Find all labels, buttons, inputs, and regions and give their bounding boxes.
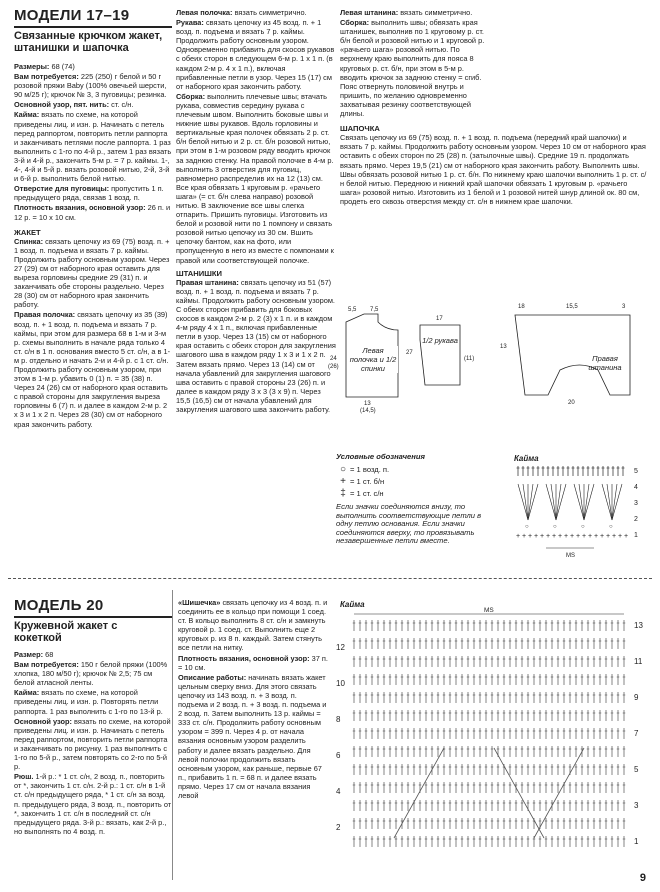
chart1-title: Кайма <box>514 454 539 463</box>
chart1-sc-mark: + <box>522 533 527 540</box>
chart1-row-label: 1 <box>634 532 638 539</box>
chart1-fan-stitch <box>602 484 612 520</box>
dim-6: 13 <box>364 401 371 407</box>
chart1-chain-mark: ○ <box>525 524 529 530</box>
chart1-fan-stitch <box>556 484 566 520</box>
buttonhole-text: пропустить 1 п. предыдущего ряда, связав 1 возд. п. <box>14 184 164 203</box>
chart1-row-label: 5 <box>634 468 638 475</box>
dim-14: 20 <box>568 400 575 406</box>
sizes-label: Размеры: <box>14 62 50 71</box>
chart1-chain-mark: ○ <box>581 524 585 530</box>
chart2-lace-diagonal <box>534 748 584 838</box>
assembly-text: выполнить плечевые швы; втачать рукава, совместив середину рукава с плечевым швом. Выполнить боковые швы и нижние швы рукавов. Вдоль горловины и вертикальные края полочек обвязать 2 р. ст. б/н белой нитью и 2 р. ст. б/н розовой нитью, при этом в 1-м розовом ряду вводить крючок за заднюю стенку. На правой полочке в 4-м р. выполнить 3 отверстия для пуговиц, равномерно распределив их на 12 (13) см. Все края обвязать 1 круговым р. «рачьего шага» (= ст. б/н слева направо) розовой нитью. В заключение все швы слегка отпарить. Пришить пуговицы. Изготовить из белой и розовой нити по 1 помпону и связать розовой нитью цепочку из 30 см. Вшить цепочку бантом, как на фото, или пропущенную в него из вместе с помпонами к правой или соответствующей полочке. <box>176 91 334 265</box>
right-front-label: Правая полочка: <box>14 310 76 320</box>
materials-text: 225 (250) г белой и 50 г розовой пряжи Baby (100% овечьей шерсти, 90 м/25 г); крючок № 3, 3 пуговицы; резинка. <box>14 72 167 100</box>
basic-stitch-text: ст. с/н. <box>111 100 134 110</box>
chart2-row-label-left: 12 <box>336 643 345 652</box>
dim-12: 3 <box>622 304 626 310</box>
legend-item-2: = 1 ст. б/н <box>350 476 385 486</box>
page-number: 9 <box>639 872 646 884</box>
edging-text-2: вязать по схеме, на которой приведены лиц. и изн. р. Повторять петли раппорта. 1 раз выполнить с 1-го по 13-й р. <box>14 688 163 716</box>
chart1-sc-mark: + <box>606 533 611 540</box>
dim-8: 17 <box>436 316 443 322</box>
dc-icon: ‡ <box>340 487 346 499</box>
gauge-text: 26 п. и 12 р. = 10 х 10 см. <box>14 203 171 222</box>
chart1-sc-mark: + <box>540 533 545 540</box>
legend <box>336 452 506 546</box>
chart1 <box>506 462 648 562</box>
hat-heading: ШАПОЧКА <box>340 124 380 134</box>
buttonhole-label: Отверстие для пуговицы: <box>14 184 110 194</box>
chart2-lace-diagonal <box>494 748 544 838</box>
chart1-ms-label: MS <box>566 553 575 559</box>
chart1-fan-stitch <box>551 484 556 520</box>
chart1-fan-stitch <box>556 484 561 520</box>
pants-label: Правая штанина <box>588 354 622 372</box>
chart1-chain-mark: ○ <box>609 524 613 530</box>
pants-assembly-label: Сборка: <box>340 18 370 28</box>
shishechka-label: «Шишечка» <box>178 598 221 607</box>
jacket-label-wrap: Левая полочка и 1/2 спинки <box>349 346 397 373</box>
model1-title: МОДЕЛИ 17–19 <box>14 7 130 24</box>
chart1-fan-stitch <box>574 484 584 520</box>
chart1-sc-mark: + <box>546 533 551 540</box>
chart1-sc-mark: + <box>516 533 521 540</box>
chart1-sc-mark: + <box>564 533 569 540</box>
legend-item-1: = 1 возд. п. <box>350 464 390 474</box>
sleeves-label: Рукава: <box>176 18 204 28</box>
column-divider <box>172 590 173 880</box>
chart1-sc-mark: + <box>600 533 605 540</box>
dim-13: 13 <box>500 344 507 350</box>
chart2-title: Кайма <box>340 600 365 609</box>
desc-text: начинать вязать жакет цельным сверху вниз. Для этого связать цепочку из 143 возд. п. + 3 возд. п. подъема и 2 возд. п. + 3 возд. п. подъема и 2 возд. п. Затем выполнить 13 р. каймы = 333 ст. с/н. Продолжить работу основным узором = 399 п. Через 4 р. от начала вязания основным узором разделить работу и далее вязать раздельно. Для левой полочки продолжить вязать основным узором, как раньше, первые 67 п., прибавить 1 п. = 68 п. и далее вязать прямо. Через 17 см от начала вязания левой <box>178 672 327 800</box>
chart1-fan-stitch <box>518 484 528 520</box>
right-leg-label: Правая штанина: <box>176 277 239 287</box>
model2-subtitle: Кружевной жакет с кокеткой <box>14 620 118 644</box>
basic-text-2: вязать по схеме, на которой приведены лиц. и изн. р. Начинать с петель перед раппортом, повторить петли раппорта и заканчивать по рисунку. 1 раз выполнить с 1-го по 5-й р., затем повторять со 2-го по 5-й р. <box>14 716 171 772</box>
chart2-row-label-left: 8 <box>336 715 341 724</box>
edging-text: вязать по схеме, на которой приведены лиц. и изн. р. Начинать с петель перед раппортом, повторить петли раппорта и заканчивать петлями после раппорта. 1 раз выполнить с 1-го по 4-й р., затем 1 раз вязать 3-й и 4-й р., закончить 5-м р. = 7 р. каймы. 1-, 4-, 4-й и 5-й р. вязать розовой нитью, 2-й, 3-й и 6-й р. выполнить белой нитью. <box>14 110 172 184</box>
sleeves-text: связать цепочку из 45 возд. п. + 1 возд. п. подъема и вязать 7 р. каймы. Продолжить работу основным узором. Одновременно прибавить для скосов рукавов с обеих сторон в следующем 6-м р. 1 х 1 п. (в каждом 2-м р. 4 х 1 п.), включая прибавленные петли в узор. Через 15 (17) см от наборного края закончить работу. <box>176 18 335 91</box>
chart2-row-label-right: 7 <box>634 729 639 738</box>
chart1-fan-stitch <box>612 484 617 520</box>
chart1-row-label: 3 <box>634 500 638 507</box>
chart1-sc-mark: + <box>582 533 587 540</box>
chart1-sc-mark: + <box>528 533 533 540</box>
legend-item-3: = 1 ст. с/н <box>350 488 384 498</box>
chart2-row-label-right: 5 <box>634 765 639 774</box>
chart1-sc-mark: + <box>576 533 581 540</box>
right-leg-text: связать цепочку из 51 (57) возд. п. + 1 возд. п. подъема и вязать 7 р. каймы. Продолжить работу основным узором. С обеих сторон прибавить для боковых скосов в каждом 2-м р. 2 (3) х 1 п. и в каждом 4-м ряду 4 х 1 п., включая прибавленные петли в узор. Через 13 (15) см от наборного края оставить с обеих сторон для закругления шагового шва в каждом ряду 1 х 3 и 1 х 2 п. Затем вязать прямо. Через 13 (14) см от начала убавлений для закругления шагового шва оставить с правой стороны 23 (26) п. и далее в каждом ряду 3 х 3 (3 х 9) п. Через 15,5 (16,5) см от начала убавлений для закругления шагового шва закончить работу. <box>176 277 336 415</box>
left-leg-label: Левая штанина: <box>340 8 399 17</box>
chart1-row-label: 2 <box>634 516 638 523</box>
sleeve-label: 1/2 рукава <box>422 336 458 345</box>
chart1-fan-stitch <box>528 484 538 520</box>
chart2-row-label-right: 3 <box>634 801 639 810</box>
gauge-label-2: Плотность вязания, основной узор: <box>178 653 310 663</box>
chart1-fan-stitch <box>528 484 533 520</box>
dim-9: (11) <box>464 356 475 362</box>
chart2-row-label-left: 6 <box>336 751 341 760</box>
materials-label-2: Вам потребуется: <box>14 660 79 670</box>
size-label-2: Размер: <box>14 650 44 659</box>
gauge-label: Плотность вязания, основной узор: <box>14 203 146 213</box>
desc-label: Описание работы: <box>178 672 247 682</box>
dim-5: 27 <box>406 350 413 356</box>
chart2-row-label-left: 2 <box>336 823 341 832</box>
chart1-sc-mark: + <box>594 533 599 540</box>
edging-label-2: Кайма: <box>14 688 40 698</box>
pants-assembly-text: выполнить швы; обвязать края штанишек, выполнив по 1 круговому р. ст. б/н белой и розовой нитью и 1 круговой р. «рачьего шага» розовой нитью. По верхнему краю выполнить для пояса 8 круговых р. ст. б/н, при этом в 5-м р. вводить крючок за заднюю стенку = сгиб. Пояс отвернуть половиной внутрь и пришить, по желанию одновременно захватывая резинку соответствующей длины. <box>340 18 485 119</box>
chart1-sc-mark: + <box>618 533 623 540</box>
chart1-fan-stitch <box>579 484 584 520</box>
basic-stitch-label: Основной узор, пят. нить: <box>14 100 110 110</box>
back-label: Спинка: <box>14 236 44 246</box>
chart1-sc-mark: + <box>534 533 539 540</box>
left-front-text: вязать симметрично. <box>234 8 307 17</box>
legend-row-dc <box>336 487 506 499</box>
right-front-text: связать цепочку из 35 (39) возд. п. + 1 возд. п. подъема и вязать 7 р. каймы, при этом для размера 68 в 1-м и 3-м р. схемы выполнить в начале ряда только 4 ст. с/н в 1 п. основания вместо 5 ст. с/н, а в 1-м р. отдельно и начать 2-и и 4-й р. с 1 ст. с/н. Продолжить работу основным узором, при этом в 1-м р. убавить 0 (1) п. = 35 (38) п. Через 24 (26) см от наборного края оставить с правой стороны для закругления выреза горловины 6 (7) п. и далее в каждом 2-м р. 2 х 3 и 1 х 2 п. Через 28 (30) см от наборного края закончить работу. <box>14 310 171 429</box>
chart1-sc-mark: + <box>624 533 629 540</box>
chart2 <box>334 608 652 876</box>
sizes-value: 68 (74) <box>51 62 75 71</box>
chart1-sc-mark: + <box>552 533 557 540</box>
chart1-sc-mark: + <box>612 533 617 540</box>
dim-7: (14,5) <box>360 408 376 414</box>
gauge-text-2: 37 п. = 10 см. <box>178 653 328 672</box>
chart2-ms-label: MS <box>484 607 494 614</box>
section-divider <box>8 578 652 579</box>
chart1-chain-mark: ○ <box>553 524 557 530</box>
model2-col2 <box>178 598 328 846</box>
chart2-row-label-right: 1 <box>634 837 639 846</box>
basic-label-2: Основной узор: <box>14 716 72 726</box>
sleeve-schematic <box>410 310 480 390</box>
chart1-fan-stitch <box>546 484 556 520</box>
legend-title: Условные обозначения <box>336 452 425 461</box>
chart1-fan-stitch <box>612 484 622 520</box>
edging-label: Кайма: <box>14 110 40 120</box>
dim-10: 18 <box>518 304 525 310</box>
left-leg-text: вязать симметрично. <box>400 8 473 17</box>
chart1-sc-mark: + <box>588 533 593 540</box>
pants-heading: ШТАНИШКИ <box>176 268 222 278</box>
materials-label: Вам потребуется: <box>14 72 79 82</box>
jacket-heading: ЖАКЕТ <box>14 227 41 237</box>
chart2-lace-diagonal <box>394 748 444 838</box>
chart2-row-label-right: 13 <box>634 621 643 630</box>
ruche-label: Рюш. <box>14 772 34 782</box>
chart1-fan-stitch <box>584 484 589 520</box>
hat-text: Связать цепочку из 69 (75) возд. п. + 1 возд. п. подъема (передний край шапочки) и вязать 7 р. каймы. Продолжить работу основным узором. Через 10 см от наборного края оставить с обеих сторон по 25 (28) п. (затылочные швы). Средние 19 п. продолжать вязать прямо. Через 19,5 (21) см от наборного края закончить работу. Выполнить швы. Швы обвязать розовой нитью 1 р. ст. б/н. По нижнему краю шапочки выполнить 1 р. ст. с/н белой нитью. Переднюю и нижний край шапочки обвязать 1 круговым р. «рачьего шага» розовой нитью. Изготовить из 1 белой и 1 розовой нитей шнур длиной ок. 80 см, продеть его сквозь отверстия между ст. с/н в нижнем крае шапочки. <box>340 133 647 206</box>
legend-row-sc <box>336 475 506 487</box>
sc-icon: + <box>340 475 346 487</box>
assembly-label: Сборка: <box>176 91 206 101</box>
ruche-text: 1-й р.: * 1 ст. с/н, 2 возд. п., повторить от *, закончить 1 ст. с/н. 2-й р.: 1 ст. с/н в 1-й ст. с/н предыдущего ряда, * 1 ст. с/н за возд. п. предыдущего ряда, 3 возд. п., повторить от *, закончить 1 ст. с/н в последний ст. с/н предыдущего ряда. 3-й р.: вязать, как 2-й р., но выполнять по 4 возд. п. <box>14 772 172 836</box>
dim-4: (26) <box>328 364 339 370</box>
dim-2: 7,5 <box>370 307 379 313</box>
chart1-row-label: 4 <box>634 484 638 491</box>
dim-3: 24 <box>330 356 337 362</box>
back-text: связать цепочку из 69 (75) возд. п. + 1 возд. п. подъема и вязать 7 р. каймы. Продолжить работу основным узором. Через 27 (29) см от наборного края оставить для выреза горловины средние 29 (31) п. и заканчивать обе стороны раздельно. Через 28 (30) см от наборного края закончить работу. <box>14 236 170 310</box>
model1-col1 <box>14 8 172 430</box>
left-front-label: Левая полочка: <box>176 8 233 17</box>
model1-col2 <box>176 8 336 415</box>
chart1-fan-stitch <box>523 484 528 520</box>
legend-row-chain <box>336 463 506 475</box>
chart1-sc-mark: + <box>570 533 575 540</box>
chart2-row-label-left: 10 <box>336 679 345 688</box>
model1-col3 <box>340 8 647 206</box>
model1-subtitle: Связанные крючком жакет, штанишки и шапочка <box>14 30 163 54</box>
dim-11: 15,5 <box>566 304 578 310</box>
chart2-row-label-right: 11 <box>634 657 643 666</box>
chart1-fan-stitch <box>584 484 594 520</box>
chain-icon: ○ <box>339 463 347 475</box>
model2-col1 <box>14 597 172 836</box>
model2-title: МОДЕЛЬ 20 <box>14 597 104 614</box>
dim-1: 5,5 <box>348 307 357 313</box>
chart1-fan-stitch <box>607 484 612 520</box>
chart2-row-label-right: 9 <box>634 693 639 702</box>
chart1-sc-mark: + <box>558 533 563 540</box>
size-value-2: 68 <box>45 650 54 659</box>
chart2-row-label-left: 4 <box>336 787 341 796</box>
legend-note: Если значки соединяются внизу, то выполнить соответствующие петли в одну петлю основания. Если значки соединяются вверху, то провязывать незавершенные петли вместе. <box>336 502 482 546</box>
materials-text-2: 150 г белой пряжи (100% хлопка, 180 м/50 г); крючок № 2,5; 75 см белой атласной ленты. <box>14 660 168 688</box>
shishechka-text: связать цепочку из 4 возд. п. и соединить ее в кольцо при помощи 1 соед. ст. В кольцо выполнить 8 ст. с/н и замкнуть круговой р. 1 соед. ст. Выполнить еще 2 круговых р. из 8 п. каждый. Затем стянуть все петли на нитку. <box>178 598 328 653</box>
